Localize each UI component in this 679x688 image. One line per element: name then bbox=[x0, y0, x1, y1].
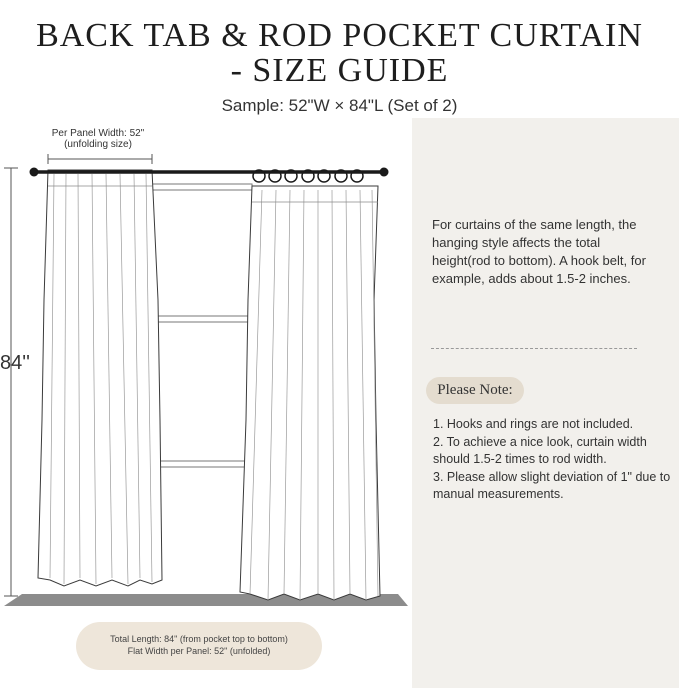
right-curtain bbox=[240, 186, 380, 600]
total-length-text: Total Length: 84" (from pocket top to bottom) bbox=[110, 634, 288, 644]
hanging-style-note: For curtains of the same length, the hanging style affects the total height(rod to bottom). A hook belt, for example, adds about 1.5-2 inches. bbox=[432, 217, 646, 286]
width-dimension-marker bbox=[48, 154, 152, 164]
dimension-summary-pill bbox=[76, 622, 322, 670]
sample-size-subtitle: Sample: 52"W × 84"L (Set of 2) bbox=[221, 96, 458, 115]
please-note-badge: Please Note: bbox=[426, 377, 524, 404]
note-item: 2. To achieve a nice look, curtain width should 1.5-2 times to rod width. bbox=[433, 434, 647, 466]
note-item: 1. Hooks and rings are not included. bbox=[433, 417, 634, 431]
notes-list bbox=[433, 416, 673, 504]
height-label: 84'' bbox=[0, 352, 30, 374]
panel-width-label bbox=[38, 128, 158, 150]
page-title-line-1: BACK TAB & ROD POCKET CURTAIN bbox=[36, 17, 643, 54]
panel-width-text: Per Panel Width: 52" bbox=[51, 128, 145, 139]
note-item: 3. Please allow slight deviation of 1" due to manual measurements. bbox=[433, 469, 671, 501]
flat-width-text: Flat Width per Panel: 52" (unfolded) bbox=[127, 646, 271, 656]
window-frame bbox=[150, 184, 252, 467]
page-title-line-2: - SIZE GUIDE bbox=[230, 52, 449, 89]
panel-width-subtext: (unfolding size) bbox=[64, 139, 132, 150]
floor-shadow bbox=[4, 594, 408, 606]
dashed-divider bbox=[431, 348, 637, 349]
height-dimension-marker bbox=[4, 168, 18, 596]
left-curtain bbox=[38, 170, 162, 586]
